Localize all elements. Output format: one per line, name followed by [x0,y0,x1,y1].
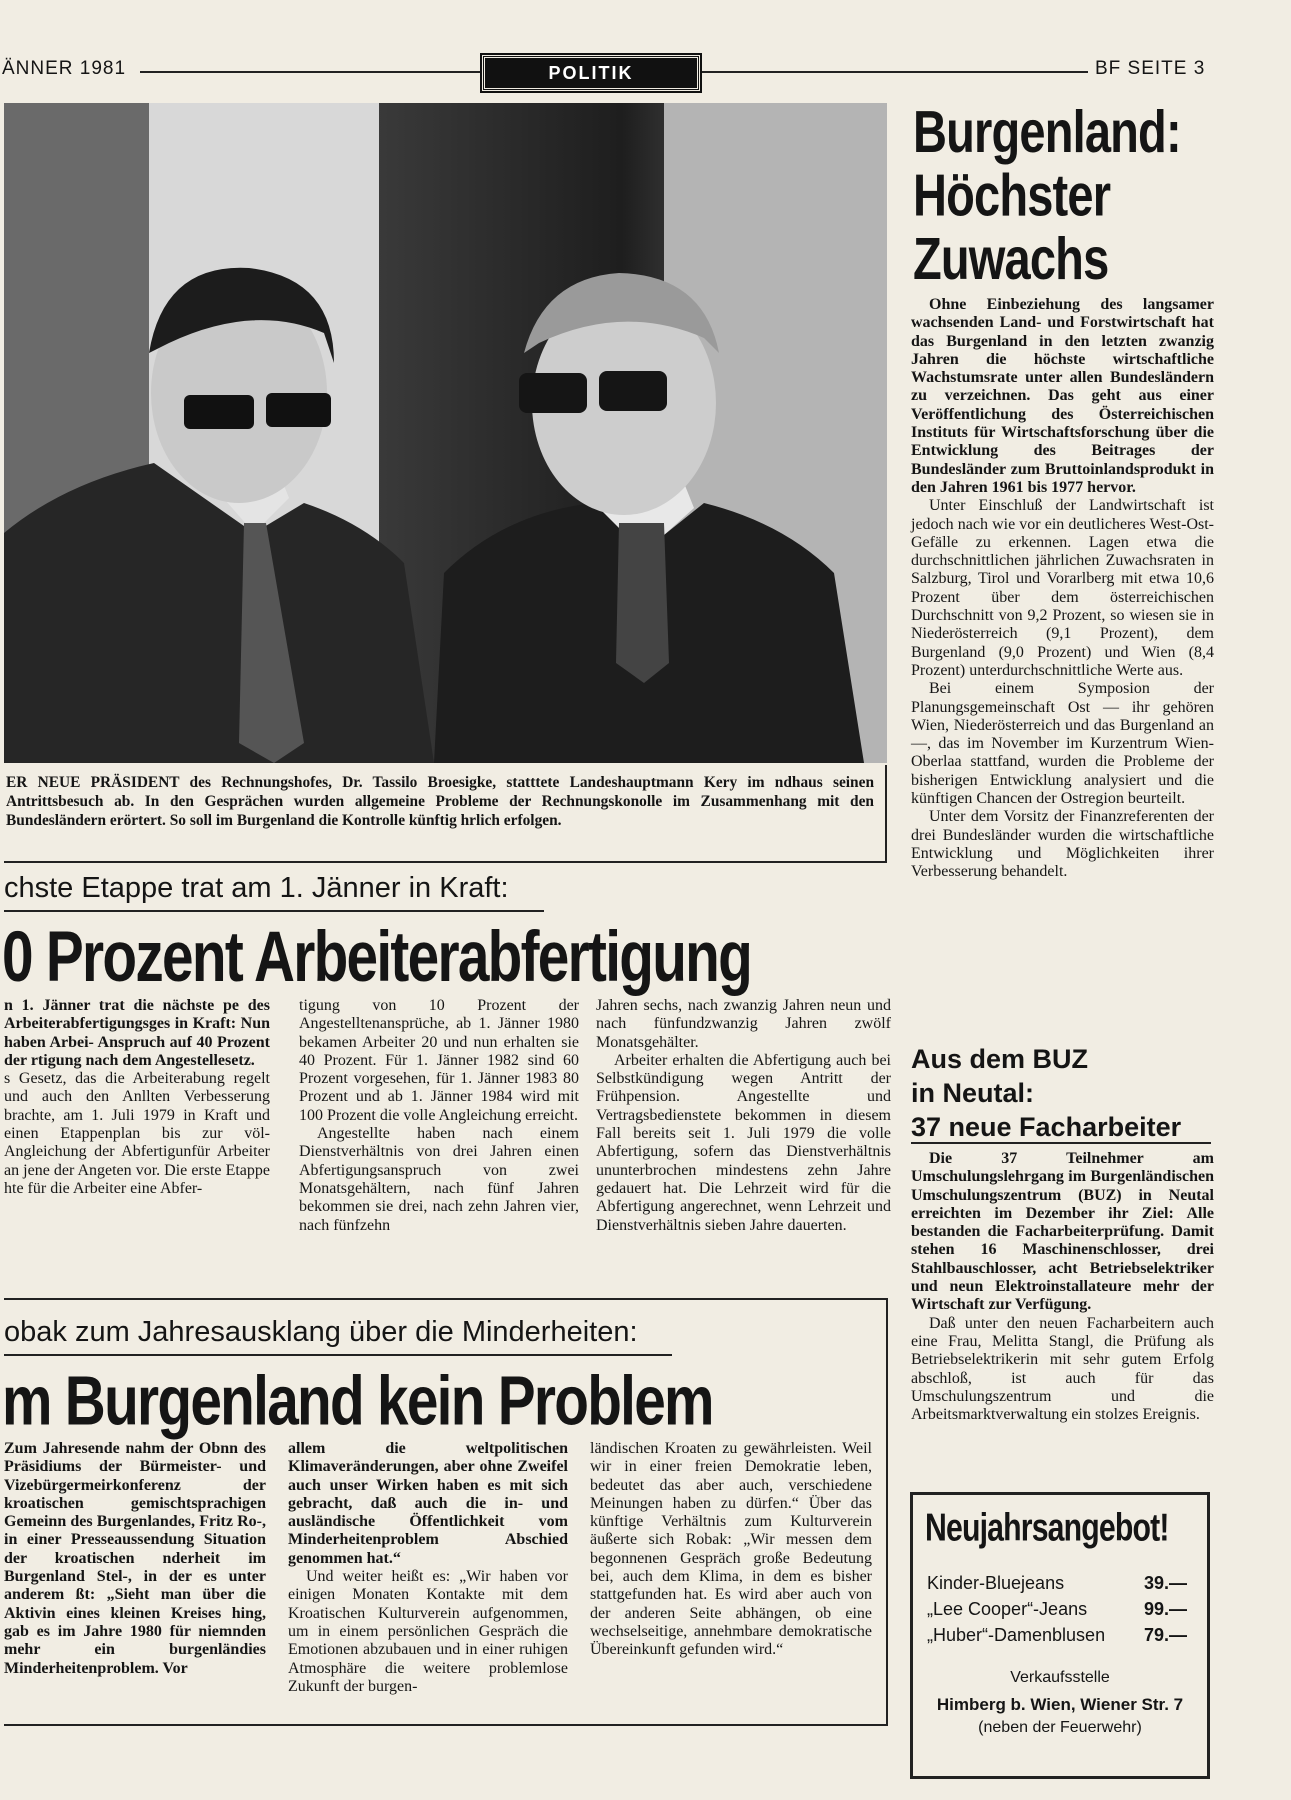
ad-store-address: Himberg b. Wien, Wiener Str. 7 [936,1695,1184,1714]
ad-item-price: 39.— [1143,1573,1187,1593]
headline-minderheiten: m Burgenland kein Problem [2,1361,713,1440]
issue-date: ÄNNER 1981 [2,58,127,79]
photo-caption [6,773,874,830]
article-burgenland-body [911,296,1214,882]
header-rule-left [140,71,480,73]
minderheiten-col-2 [288,1440,568,1696]
headline-line-1: Burgenland: [913,97,1181,165]
abfertigung-col-2 [299,997,579,1235]
headline-abfertigung: 0 Prozent Arbeiterabfertigung [2,916,752,996]
ad-item-price: 79.— [1143,1625,1187,1645]
kicker-underline [4,1354,672,1356]
kicker-abfertigung: chste Etappe trat am 1. Jänner in Kraft: [4,872,509,904]
paragraph: Und weiter heißt es: „Wir haben vor einigen Monaten Kontakte mit dem Kroatischen Kulturverein aufgenommen, um in einem persönlichen Gespräch die Emotionen abzubauen und in einer ruhigen Atmosphäre die weitere problemlose Zukunft der burgen- [288,1568,568,1695]
paragraph: Zum Jahresende nahm der Obnn des Präsidiums der Bürmeister- und Vizebürgermeirkonferenz der kroatischen gemischtsprachigen Gemeinn des Burgenlandes, Fritz Ro-, in einer Presseaussendung Situation der kroatischen nderheit im Burgenland Stel-, in der es unter anderem ßt: „Sieht man über die Aktivin eines kleinen Kreises hing, gab es im Jahre 1980 für niemnden mehr ein burgenländies Minderheitenproblem. Vor [4,1440,266,1677]
ad-store-note: (neben der Feuerwehr) [978,1719,1142,1736]
paragraph: allem die weltpolitischen Klimaveränderungen, aber ohne Zweifel auch unser Wirken haben es mit sich gebracht, daß auch die in- und ausländische Öffentlichkeit vom Minderheitenproblem Abschied genommen hat.“ [288,1440,568,1567]
kicker-underline [4,910,544,912]
paragraph: Unter dem Vorsitz der Finanzreferenten der drei Bundesländer wurden die wirtschaftliche Entwicklung und Möglichkeiten ihrer Verbesserung behandelt. [911,808,1214,881]
ad-item-price: 99.— [1143,1599,1187,1619]
minderheiten-col-3 [590,1440,872,1660]
ad-neujahrsangebot [910,1492,1210,1779]
paragraph: s Gesetz, das die Arbeiterabung regelt und auch den Anllten Verbesserung brachte, am 1. Juli 1979 in Kraft und einen Etappenplan bis zur völ- Angleichung der Abfertigunfür Arbeiter an jene der Angeten vor. Die erste Etappe hte für die Arbeiter eine Abfer- [4,1070,270,1197]
ad-item-name: „Lee Cooper“-Jeans [927,1599,1088,1619]
article-buz-body [911,1150,1214,1424]
paragraph: Bei einem Symposion der Planungsgemeinschaft Ost — ihr gehören Wien, Niederösterreich und das Burgenland an —, das im November im Kurzentrum Wien-Oberlaa stattfand, wurden die Probleme der bisherigen Entwicklung analysiert und die künftigen Chancen der Ostregion beurteilt. [911,680,1214,808]
paragraph: ländischen Kroaten zu gewährleisten. Weil wir in einer freien Demokratie leben, bedeutet das aber auch, verschiedene Meinungen haben zu dürfen.“ Über das künftige Verhältnis zum Kulturverein äußerte sich Robak: „Wir messen dem begonnenen Gespräch große Bedeutung bei, auch dem Klima, in dem es bisher stattgefunden hat. Es wird aber auch von der anderen Seite abhängen, ob eine wechselseitige, annehmbare demokratische Übereinkunft gefunden wird.“ [590,1440,872,1659]
headline-line-1: Aus dem BUZ [911,1044,1089,1074]
headline-buz [911,1042,1221,1144]
headline-line-2: in Neutal: [911,1078,1035,1108]
minderheiten-col-1 [4,1440,266,1678]
headline-line-3: Zuwachs [913,225,1109,292]
buz-headline-rule [911,1142,1211,1144]
ad-item-name: Kinder-Bluejeans [927,1573,1065,1593]
paragraph: tigung von 10 Prozent der Angestelltenansprüche, ab 1. Jänner 1980 bekamen Arbeiter 20 und nun erhalten sie 40 Prozent. Für 1. Jänner 1982 sind 60 Prozent vorgesehen, für 1. Jänner 1983 80 Prozent und ab 1. Jänner 1984 wird mit 100 Prozent die volle Angleichung erreicht. [299,997,579,1124]
page-number: BF SEITE 3 [1095,58,1206,79]
header-rule-right [702,71,1088,73]
headline-line-3: 37 neue Facharbeiter [911,1112,1182,1142]
headline-burgenland [913,97,1181,292]
ad-store-label: Verkaufsstelle [1010,1669,1110,1686]
abfertigung-col-3 [596,997,891,1235]
ad-item [927,1625,1197,1646]
paragraph: Angestellte haben nach einem Dienstverhältnis von drei Jahren einen Abfertigungsanspruch von zwei Monatsgehältern, nach fünf Jahren bekommen sie drei, nach zehn Jahren vier, nach fünfzehn [299,1125,579,1234]
caption-text: des Rechnungshofes, Dr. Tassilo Broesigke, statttete Landeshauptmann Kery im ndhaus seinen Antrittsbesuch ab. In den Gesprächen wurden allgemeine Probleme der Rechnungskonolle im Zusammenhang mit den Bundesländern erörtert. So soll im Burgenland die Kontrolle künftig hrlich erfolgen. [6,774,875,829]
headline-line-2: Höchster [913,161,1111,229]
ad-item [927,1573,1197,1594]
ad-item [927,1599,1197,1620]
paragraph: Daß unter den neuen Facharbeitern auch eine Frau, Melitta Stangl, die Prüfung als Betriebselektrikerin mit sehr gutem Erfolg abschloß, ist auch für das Umschulungszentrum und die Arbeitsmarktverwaltung ein stolzes Ereignis. [911,1314,1214,1424]
article-lead: Ohne Einbeziehung des langsamer wachsenden Land- und Forstwirtschaft hat das Burgenland in den letzten zwanzig Jahren die höchste wirtschaftliche Wachstumsrate unter allen Bundesländern zu verzeichnen. Das geht aus einer Veröffentlichung des Österreichischen Instituts für Wirtschaftsforschung über die Entwicklung des Beitrages der Bundesländer zum Bruttoinlandsprodukt in den Jahren 1961 bis 1977 hervor. [911,296,1214,496]
kicker-minderheiten: obak zum Jahresausklang über die Minderheiten: [4,1316,638,1348]
article-lead: Die 37 Teilnehmer am Umschulungslehrgang im Burgenländischen Umschulungszentrum (BUZ) in Neutal erreichten im Dezember ihr Ziel: Alle bestanden die Facharbeiterprüfung. Damit stehen 16 Maschinenschlosser, drei Stahlbauschlosser, acht Betriebselektriker und neun Elektroinstallateure mehr der Wirtschaft zur Verfügung. [911,1150,1214,1314]
paragraph: Jahren sechs, nach zwanzig Jahren neun und nach fünfundzwanzig Jahren zwölf Monatsgehälter. [596,997,891,1051]
paragraph: Unter Einschluß der Landwirtschaft ist jedoch nach wie vor ein deutlicheres West-Ost-Gefälle zu erkennen. Lagen etwa die durchschnittlichen jährlichen Zuwachsraten in Salzburg, Tirol und Vorarlberg mit etwa 10,6 Prozent über dem österreichischen Durchschnitt von 9,2 Prozent, so wiesen sie in Niederösterreich (9,1 Prozent), dem Burgenland (9,0 Prozent) und Wien (8,4 Prozent) unterdurchschnittliche Werte aus. [911,497,1214,679]
caption-lead: ER NEUE PRÄSIDENT [6,774,180,791]
news-photo [4,103,887,763]
ad-title: Neujahrsangebot! [925,1505,1169,1550]
ad-item-name: „Huber“-Damenblusen [927,1625,1106,1645]
abfertigung-col-1 [4,997,270,1198]
paragraph: Arbeiter erhalten die Abfertigung auch bei Selbstkündigung wegen Antritt der Frühpension. Angestellte und Vertragsbedienstete bekommen in diesem Fall bereits seit 1. Juli 1979 die volle Abfertigung, sofern das Dienstverhältnis ununterbrochen mindestens zehn Jahre gedauert hat. Die Lehrzeit wird für die Abfertigung angerechnet, wenn Lehrzeit und Dienstverhältnis sieben Jahre dauerten. [596,1051,891,1234]
photo-caption-box [4,765,887,863]
section-label: POLITIK [482,55,700,91]
article-lead: n 1. Jänner trat die nächste pe des Arbeiterabfertigungsges in Kraft: Nun haben Arbei- Anspruch auf 40 Prozent der rtigung nach dem Angestellesetz. [4,997,270,1069]
